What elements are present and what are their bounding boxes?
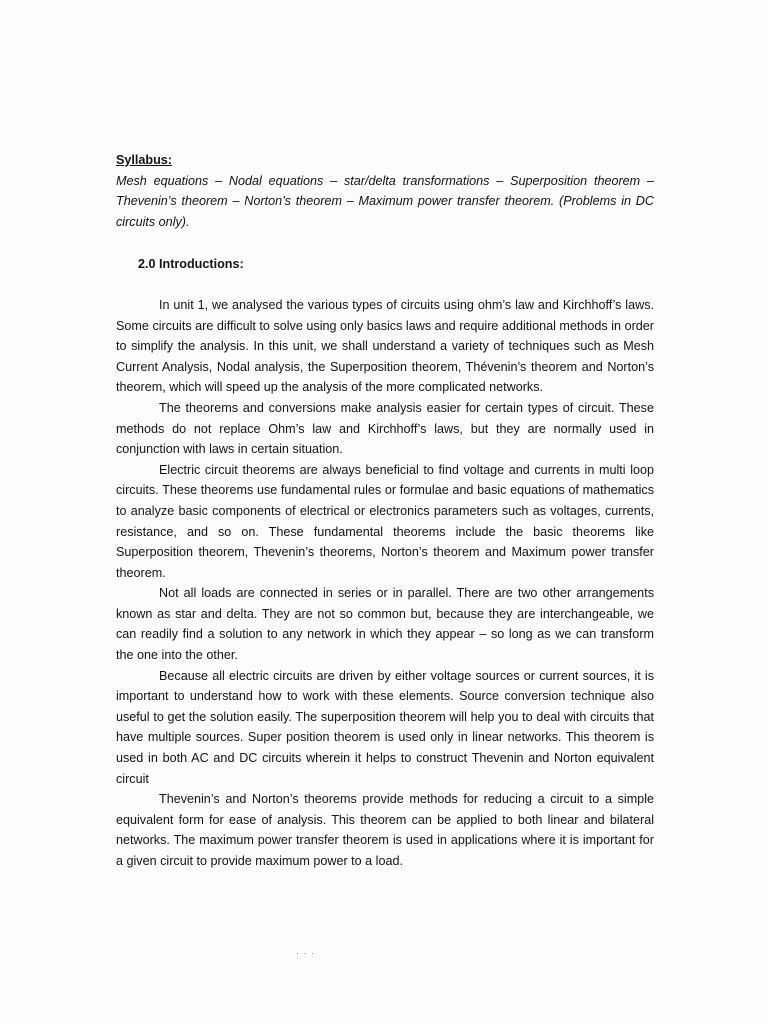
paragraph-3: Electric circuit theorems are always beneficial to find voltage and currents in multi loop circuits. These theorems use fundamental rules or formulae and basic equations of mathematics to analyze basic components of electrical or electronics parameters such as voltages, currents, resistance, and so on. These fundamental theorems include the basic theorems like Superposition theorem, Thevenin’s theorems, Norton’s theorem and Maximum power transfer theorem.	[116, 462, 654, 580]
paragraph-2: The theorems and conversions make analysis easier for certain types of circuit. These methods do not replace Ohm’s law and Kirchhoff’s laws, but they are normally used in conjunction with laws in certain situation.	[116, 400, 654, 457]
paragraph-4: Not all loads are connected in series or in parallel. There are two other arrangements known as star and delta. They are not so common but, because they are interchangeable, we can readily find a solution to any network in which they appear – so long as we can transform the one into the other.	[116, 586, 654, 663]
syllabus-heading: Syllabus:	[116, 153, 172, 167]
paragraph-1: In unit 1, we analysed the various types of circuits using ohm’s law and Kirchhoff’s laws. Some circuits are difficult to solve using only basics laws and require additional methods in order to simplify the analysis. In this unit, we shall understand a variety of techniques such as Mesh Current Analysis, Nodal analysis, the Superposition theorem, Thévenin’s theorem and Norton’s theorem, which will speed up the analysis of the more complicated networks.	[116, 297, 654, 395]
paragraph-5: Because all electric circuits are driven by either voltage sources or current sources, it is important to understand how to work with these elements. Source conversion technique also useful to get the solution easily. The superposition theorem will help you to deal with circuits that have multiple sources. Super position theorem is used only in linear networks. This theorem is used in both AC and DC circuits wherein it helps to construct Thevenin and Norton equivalent circuit	[116, 668, 654, 786]
page-number-mark: · · ·	[296, 948, 315, 958]
syllabus-text: Mesh equations – Nodal equations – star/delta transformations – Superposition theorem – Thevenin’s theorem – Norton’s theorem – Maximum power transfer theorem. (Problems in DC circuits only).	[116, 173, 654, 229]
document-body	[116, 150, 654, 872]
section-heading: 2.0 Introductions:	[138, 257, 244, 272]
paragraph-6: Thevenin’s and Norton’s theorems provide methods for reducing a circuit to a simple equivalent form for ease of analysis. This theorem can be applied to both linear and bilateral networks. The maximum power transfer theorem is used in applications where it is important for a given circuit to provide maximum power to a load.	[116, 792, 654, 868]
